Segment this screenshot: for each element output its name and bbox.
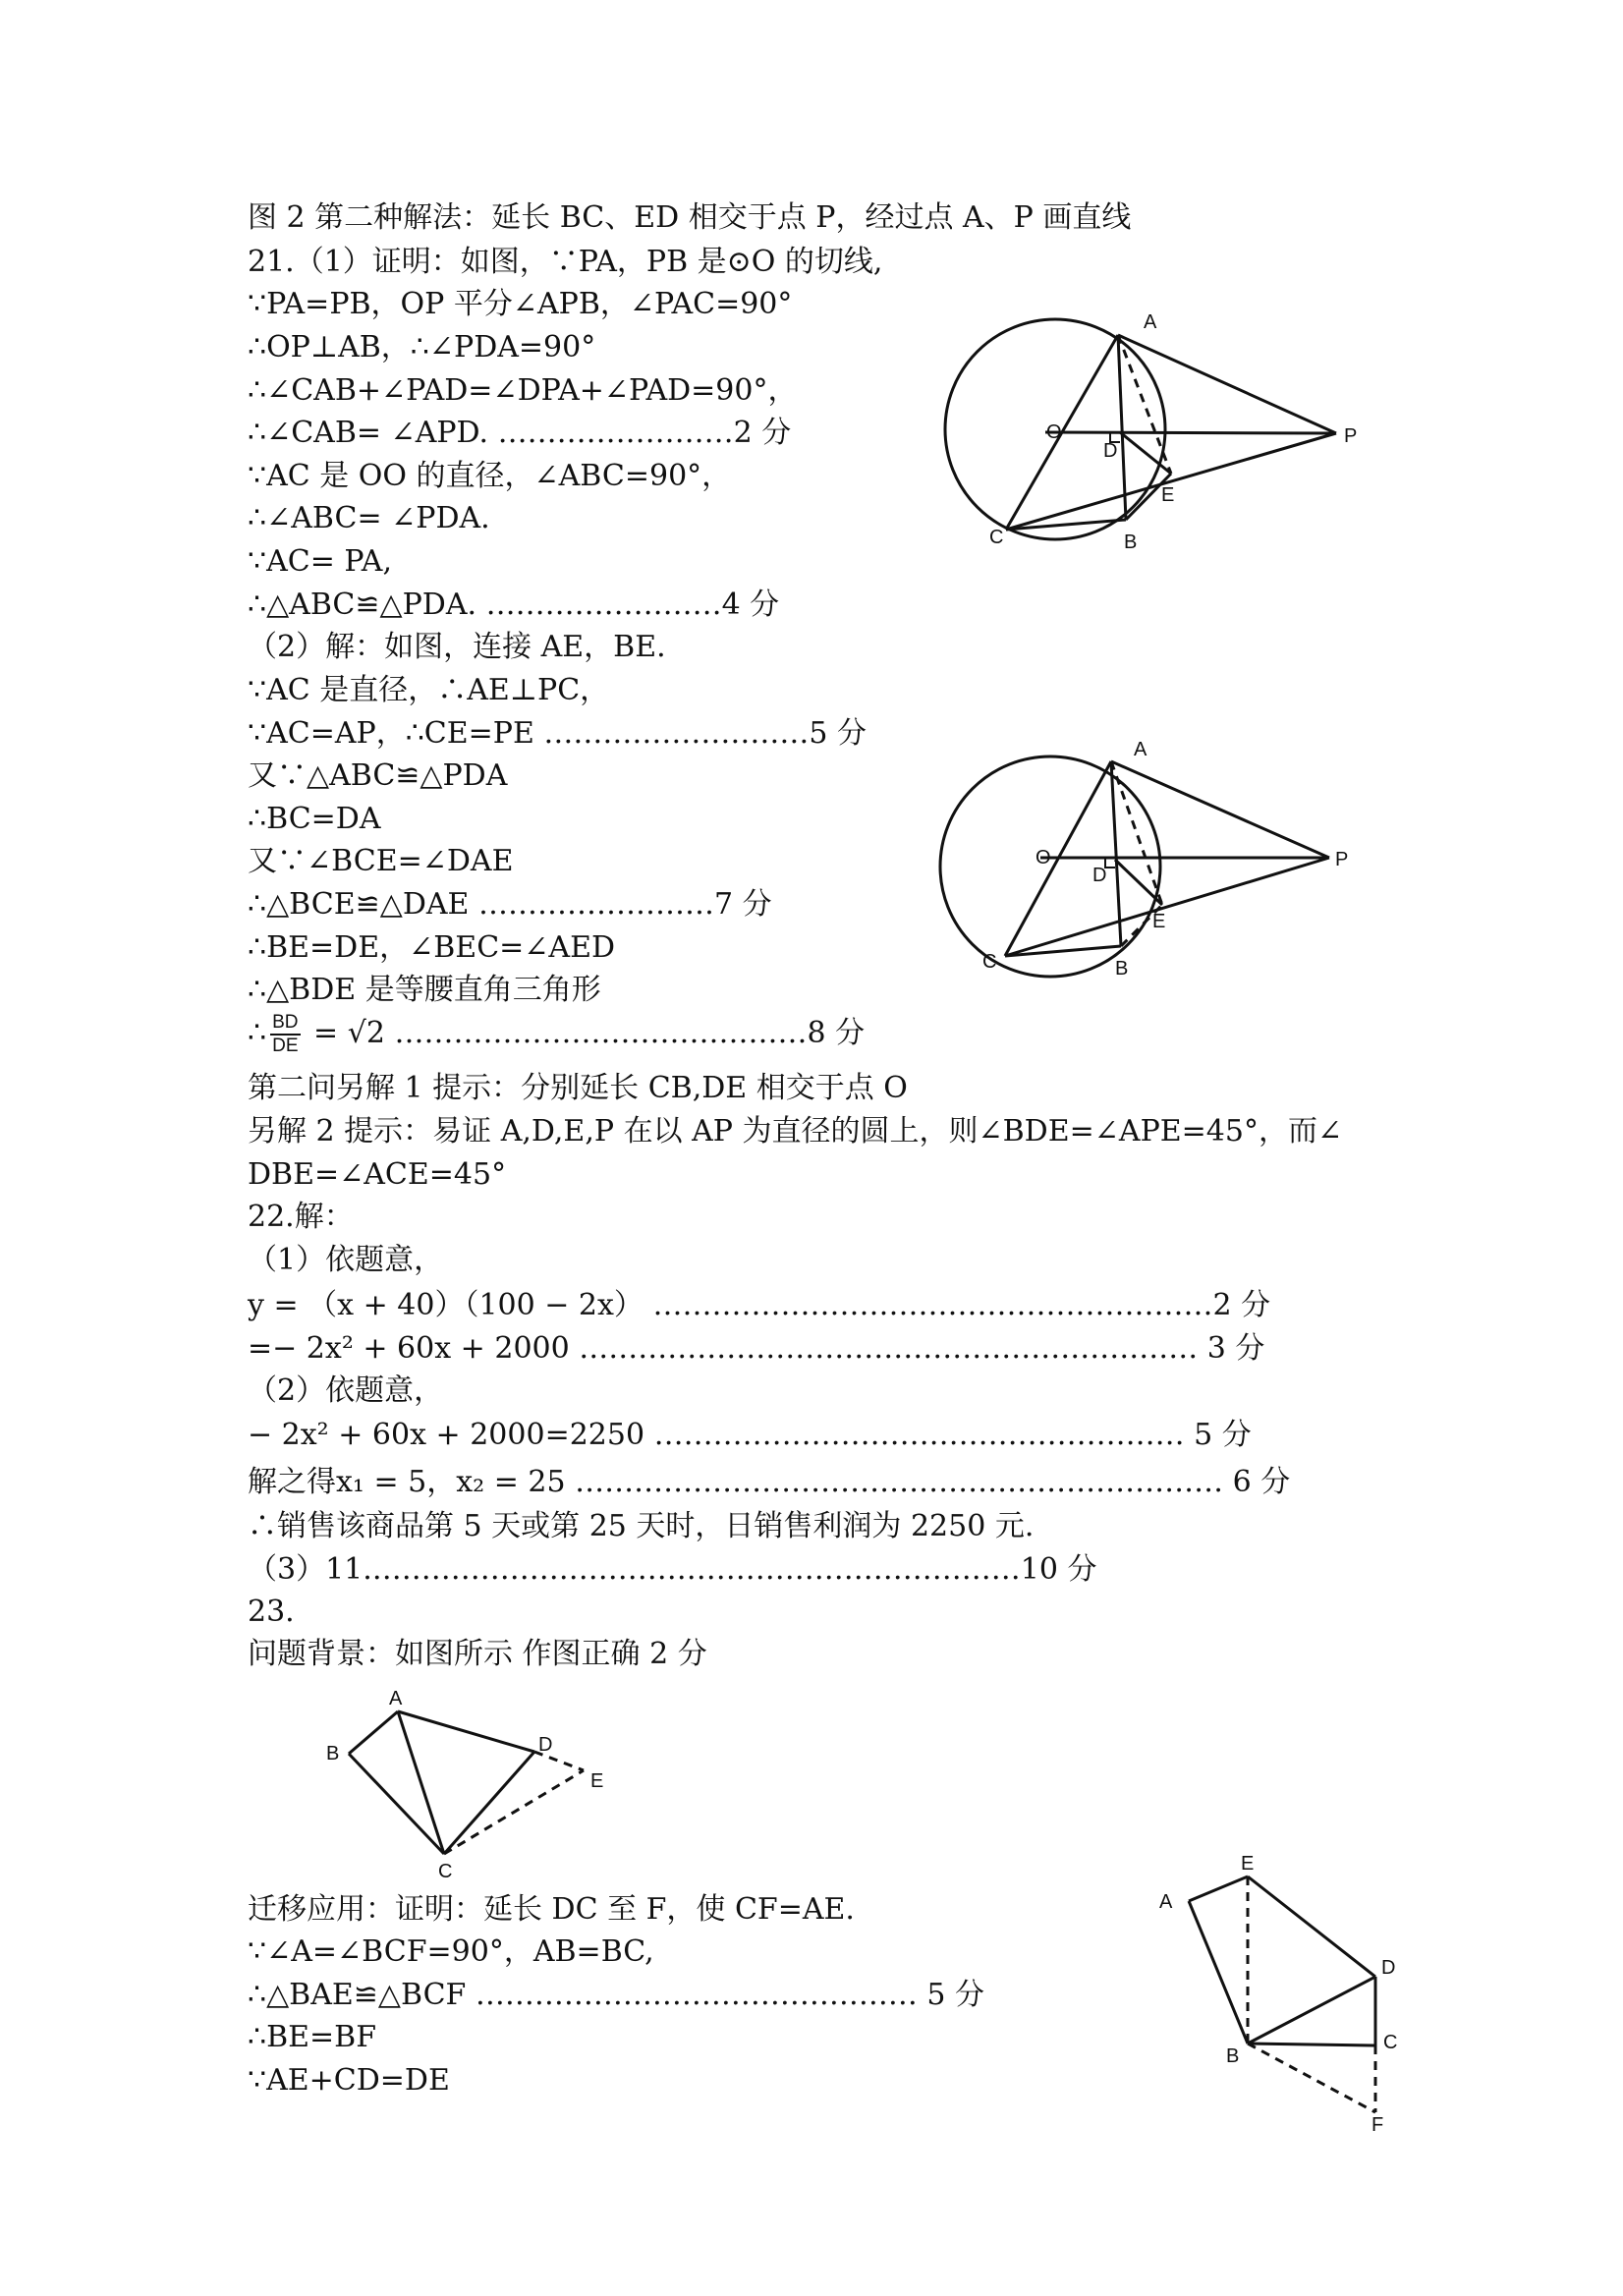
text-line: ∵AE+CD=DE [248, 2063, 450, 2098]
text-line: ∵AC= PA, [248, 544, 393, 579]
fraction-numerator: BD [270, 1012, 300, 1036]
text-line: ∴△BAE≌△BCF ……………………………………… 5 分 [248, 1978, 985, 2012]
text-line: ∵PA=PB，OP 平分∠APB，∠PAC=90° [248, 287, 793, 321]
text-line: ∴BE=BF [248, 2020, 377, 2054]
label-c: C [438, 1861, 453, 1881]
text-line: （2）依题意， [248, 1373, 444, 1408]
fraction-rest: = √2 ……………………………………8 分 [304, 1016, 866, 1050]
text-line: ∴BE=DE，∠BEC=∠AED [248, 930, 616, 965]
label-o: O [1046, 421, 1062, 443]
text-line: ∴∠CAB+∠PAD=∠DPA+∠PAD=90°， [248, 373, 798, 408]
text-line: ∴BC=DA [248, 802, 381, 836]
text-line: ∴△BDE 是等腰直角三角形 [248, 973, 601, 1007]
label-b: B [1115, 958, 1129, 980]
text-line: 迁移应用：证明：延长 DC 至 F，使 CF=AE. [248, 1892, 855, 1927]
text-line: ∴∠CAB= ∠APD. ……………………2 分 [248, 416, 792, 450]
text-line: 问题背景：如图所示 作图正确 2 分 [248, 1637, 707, 1671]
figure-circle-tangent-2 [938, 732, 1361, 997]
text-line: ∴OP⊥AB，∴∠PDA=90° [248, 330, 596, 364]
text-line: 解之得x₁ = 5，x₂ = 25 ………………………………………………………… 6 分 [248, 1465, 1291, 1499]
figure-pentagon-abcde [1149, 1852, 1415, 2132]
text-line: 另解 2 提示：易证 A,D,E,P 在以 AP 为直径的圆上，则∠BDE=∠APE=45°，而∠ [248, 1114, 1343, 1148]
text-line: 又∵△ABC≌△PDA [248, 758, 508, 793]
text-line: ∵AC 是 OO 的直径，∠ABC=90°， [248, 459, 732, 493]
label-o: O [1035, 847, 1051, 868]
label-d: D [1381, 1957, 1396, 1979]
text-line: 23. [248, 1595, 295, 1629]
text-line: 21.（1）证明：如图，∵PA，PB 是⊙O 的切线, [248, 245, 883, 279]
figure-circle-tangent-1 [943, 295, 1366, 560]
label-e: E [1152, 911, 1166, 932]
label-f: F [1371, 2114, 1384, 2132]
therefore-symbol: ∴ [248, 1016, 267, 1050]
text-line: 图 2 第二种解法：延长 BC、ED 相交于点 P，经过点 A、P 画直线 [248, 200, 1132, 235]
label-p: P [1344, 425, 1358, 447]
text-line: ∴△BCE≌△DAE ……………………7 分 [248, 887, 772, 922]
label-d: D [1092, 865, 1107, 886]
text-line: =− 2x² + 60x + 2000 ……………………………………………………… 3 分 [248, 1331, 1265, 1366]
text-line: ∵∠A=∠BCF=90°，AB=BC, [248, 1934, 654, 1969]
text-line: 又∵∠BCE=∠DAE [248, 844, 514, 878]
label-b: B [1124, 532, 1138, 553]
label-b: B [1226, 2045, 1240, 2067]
label-b: B [326, 1743, 340, 1764]
text-line: − 2x² + 60x + 2000=2250 ……………………………………………… 5 分 [248, 1418, 1252, 1452]
text-line: ∴∠ABC= ∠PDA. [248, 501, 490, 535]
text-line: DBE=∠ACE=45° [248, 1157, 507, 1192]
text-line: （2）解：如图，连接 AE，BE. [248, 630, 666, 664]
label-e: E [1161, 484, 1175, 506]
text-line: （3）11.…………………………………………………………10 分 [248, 1552, 1097, 1587]
text-line: y = （x + 40）（100 − 2x） …………………………………………………2 分 [248, 1288, 1271, 1322]
label-a: A [1159, 1891, 1173, 1913]
label-e: E [590, 1770, 604, 1792]
text-line: ∴销售该商品第 5 天或第 25 天时，日销售利润为 2250 元. [248, 1509, 1035, 1543]
label-c: C [982, 951, 997, 973]
text-line: ∴△ABC≌△PDA. ……………………4 分 [248, 588, 780, 622]
label-e: E [1241, 1853, 1255, 1875]
text-line: ∵AC 是直径，∴AE⊥PC， [248, 673, 610, 707]
label-d: D [1103, 440, 1118, 462]
text-line: 22.解： [248, 1200, 354, 1234]
label-a: A [1144, 311, 1157, 333]
fraction-denominator: DE [272, 1036, 299, 1056]
text-line: （1）依题意， [248, 1243, 444, 1277]
label-c: C [1383, 2032, 1398, 2053]
label-d: D [538, 1734, 553, 1756]
label-a: A [1134, 739, 1147, 760]
fraction [270, 1012, 300, 1057]
label-a: A [389, 1688, 403, 1709]
text-line: ∵AC=AP，∴CE=PE ………………………5 分 [248, 716, 867, 751]
label-p: P [1335, 849, 1349, 870]
figure-quadrilateral-abcd [314, 1680, 629, 1881]
text-line: 第二问另解 1 提示：分别延长 CB,DE 相交于点 O [248, 1071, 908, 1105]
fraction-line [248, 1012, 865, 1057]
label-c: C [989, 527, 1004, 548]
